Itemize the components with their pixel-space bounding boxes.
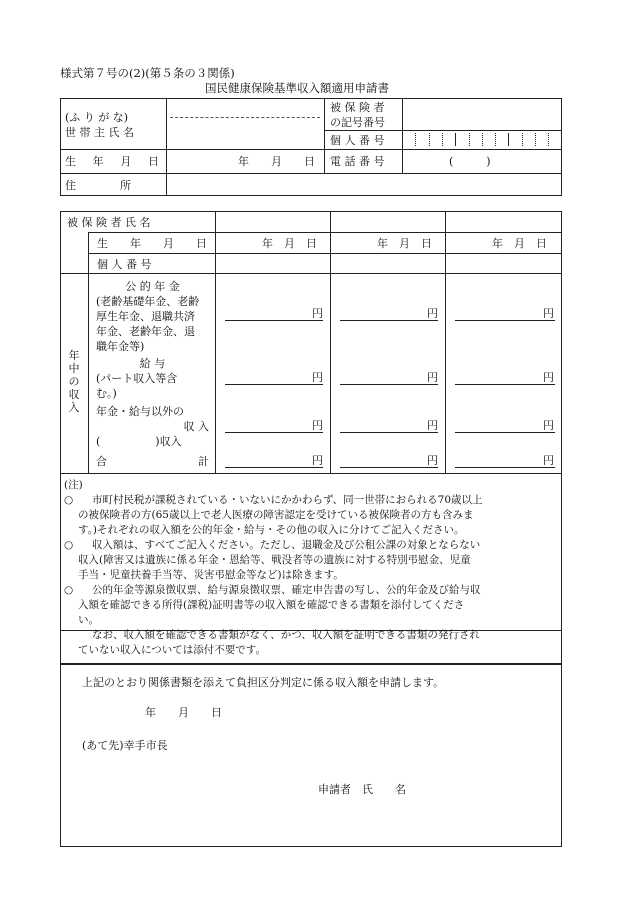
insured-symbol-label-1: 被 保 険 者 [330,101,385,114]
birth-value-col2[interactable]: 年 月 日 [377,237,432,250]
householder-name-label: 世 帯 主 氏 名 [65,126,134,139]
other-income-label: 年金・給与以外の 収 入 ( )収入 [96,405,209,448]
salary-amount-col2[interactable]: 円 [427,371,438,384]
birth-value-col3[interactable]: 年 月 日 [492,237,547,250]
form-number: 様式第７号の(2)(第５条の３関係) [60,66,235,80]
note-3-line-2: 入額を確認できる所得(課税)証明書等の収入額を確認できる書類を添付してくださ [78,599,465,611]
individual-number-field[interactable] [402,130,562,149]
furigana-label: (ふ り が な) [65,111,129,124]
note-1-bullet: ○ [64,494,74,506]
birth-value-col1[interactable]: 年 月 日 [262,237,317,250]
individual-number-col1[interactable] [217,255,328,272]
declaration-date[interactable]: 年 月 日 [145,706,222,719]
pension-label: 公 的 年 金 (老齢基礎年金、老齢 厚生年金、退職共済 年金、老齢年金、退 職年金等) [96,280,200,353]
individual-number-cell-divider [482,133,483,146]
total-amount-col1[interactable]: 円 [312,454,323,467]
individual-number-cell-divider [495,133,496,146]
form-title: 国民健康保険基準収入額適用申請書 [205,81,389,95]
other-amount-col3[interactable]: 円 [543,419,554,432]
total-amount-col2[interactable]: 円 [427,454,438,467]
individual-number-cell-divider [535,133,536,146]
salary-amount-col3[interactable]: 円 [543,371,554,384]
income-individual-number-label: 個 人 番 号 [97,258,152,271]
individual-number-cell-divider [429,133,430,146]
phone-value[interactable]: ( ) [449,155,491,168]
note-2-line-3: 手当・児童扶養手当等、災害弔慰金等など)は除きます。 [78,569,344,581]
note-1-line-2: の被保険者の方(65歳以上で老人医療の障害認定を受けている被保険者の方も含みま [78,509,474,521]
individual-number-cell-divider [508,133,509,146]
note-3-bullet: ○ [64,584,74,596]
applicant-name-label: 申請者 氏 名 [318,783,406,796]
note-4-line-2: ていない収入については添付不要です。 [78,644,266,656]
notes-header: (注) [64,479,83,491]
note-3-line-3: い。 [78,614,99,626]
pension-amount-col2[interactable]: 円 [427,307,438,320]
insured-name-field-2[interactable] [332,213,443,231]
annual-income-label: 年中の収入 [68,349,80,414]
phone-label: 電 話 番 号 [330,155,385,168]
householder-name-field[interactable] [168,120,322,147]
individual-number-label: 個 人 番 号 [330,134,385,147]
salary-label: 給 与 (パート収入等含 む。) [96,357,178,400]
declaration-text: 上記のとおり関係書類を添えて負担区分判定に係る収入額を申請します。 [82,676,445,689]
applicant-name-field[interactable] [420,778,550,798]
pension-amount-col3[interactable]: 円 [543,307,554,320]
furigana-field[interactable] [168,100,322,114]
note-1-line-3: す。)それぞれの収入額を公的年金・給与・その他の収入に分けてご記入ください。 [78,524,465,536]
note-4-line-1: なお、収入額を確認できる書類がなく、かつ、収入額を証明できる書類の発行され [92,629,480,641]
note-1-line-1: 市町村民税が課税されている・いないにかかわらず、同一世帯におられる70歳以上 [92,494,483,506]
insured-symbol-field[interactable] [404,100,560,129]
income-birth-label: 生 年 月 日 [97,237,207,250]
individual-number-cell-divider [415,133,416,146]
other-amount-col2[interactable]: 円 [427,419,438,432]
individual-number-cell-divider [548,133,549,146]
pension-amount-col1[interactable]: 円 [312,307,323,320]
note-3-line-1: 公的年金等源泉徴収票、給与源泉徴収票、確定申告書の写し、公的年金及び給与収 [92,584,481,596]
individual-number-col2[interactable] [332,255,443,272]
note-2-bullet: ○ [64,539,74,551]
total-label: 合 計 [96,455,209,468]
address-field[interactable] [168,175,560,194]
birth-value[interactable]: 年 月 日 [238,155,315,168]
birth-label: 生 年 月 日 [65,155,159,168]
recipient: (あて先)幸手市長 [82,739,168,752]
individual-number-cell-divider [522,133,523,146]
individual-number-cell-divider [469,133,470,146]
notes-tail-box [60,631,562,664]
total-amount-col3[interactable]: 円 [543,454,554,467]
insured-name-label: 被 保 険 者 氏 名 [67,216,151,229]
individual-number-col3[interactable] [447,255,560,272]
insured-name-field-3[interactable] [447,213,560,231]
salary-amount-col1[interactable]: 円 [312,371,323,384]
individual-number-cell-divider [455,133,456,146]
note-2-line-2: 収入(障害又は遺族に係る年金・恩給等、戦没者等の遺族に対する特別弔慰金、児童 [78,554,471,566]
note-2-line-1: 収入額は、すべてご記入ください。ただし、退職金及び公租公課の対象とならない [92,539,481,551]
declaration-box [60,664,562,847]
individual-number-cell-divider [442,133,443,146]
other-amount-col1[interactable]: 円 [312,419,323,432]
address-label: 住 所 [65,179,131,192]
insured-name-field-1[interactable] [217,213,328,231]
insured-symbol-label-2: の記号番号 [330,116,385,129]
